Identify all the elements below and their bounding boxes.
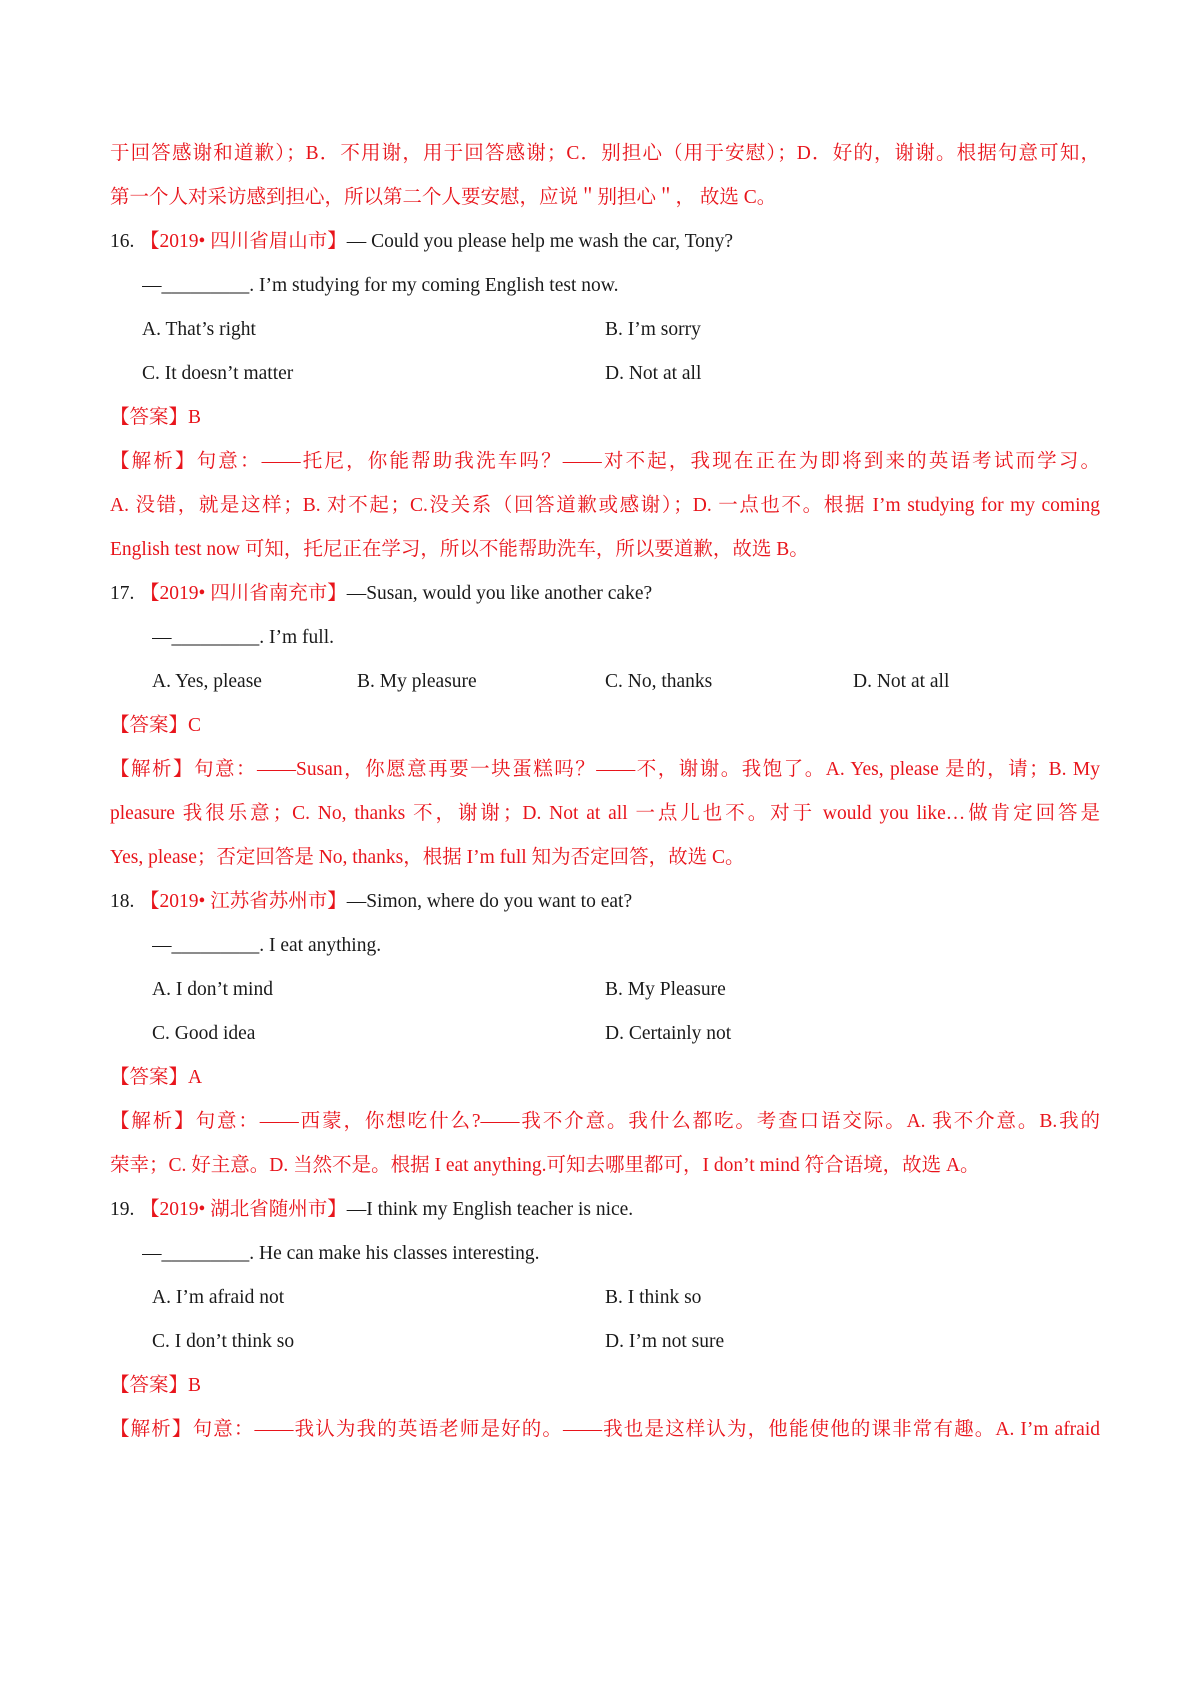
question-17-analysis-line-1: 【解析】句意：——Susan，你愿意再要一块蛋糕吗？——不，谢谢。我饱了。A. Yes, please 是的，请；B. My bbox=[110, 759, 1100, 780]
question-19-option-a: A. I’m afraid not bbox=[152, 1287, 285, 1308]
question-16-option-a: A. That’s right bbox=[142, 319, 256, 340]
analysis-continuation-line-2: 第一个人对采访感到担心，所以第二个人要安慰，应说＂别担心＂， 故选 C。 bbox=[110, 187, 777, 208]
question-number: 17. bbox=[110, 583, 135, 604]
analysis-continuation-line-1: 于回答感谢和道歉）；B．不用谢，用于回答感谢；C．别担心（用于安慰）；D．好的，谢谢。根据句意可知， bbox=[110, 143, 1100, 164]
question-18-analysis-line-2: 荣幸；C. 好主意。D. 当然不是。根据 I eat anything.可知去哪里都可，I don’t mind 符合语境，故选 A。 bbox=[110, 1155, 980, 1176]
question-18-analysis-line-1: 【解析】句意：——西蒙，你想吃什么?——我不介意。我什么都吃。考查口语交际。A. 我不介意。B.我的 bbox=[110, 1111, 1100, 1132]
question-16-reply: —_________. I’m studying for my coming English test now. bbox=[142, 275, 619, 296]
question-17-option-d: D. Not at all bbox=[853, 671, 950, 692]
question-16-option-c: C. It doesn’t matter bbox=[142, 363, 294, 384]
question-text: —Simon, where do you want to eat? bbox=[346, 891, 633, 912]
question-number: 16. bbox=[110, 231, 135, 252]
question-18-answer: 【答案】A bbox=[110, 1067, 203, 1088]
question-number: 18. bbox=[110, 891, 135, 912]
question-19-option-b: B. I think so bbox=[605, 1287, 702, 1308]
question-17-option-a: A. Yes, please bbox=[152, 671, 262, 692]
question-18-option-b: B. My Pleasure bbox=[605, 979, 726, 1000]
question-16-option-b: B. I’m sorry bbox=[605, 319, 701, 340]
question-text: — Could you please help me wash the car, Tony? bbox=[346, 231, 734, 252]
question-19-reply: —_________. He can make his classes interesting. bbox=[142, 1243, 540, 1264]
question-source: 【2019• 江苏省苏州市】 bbox=[140, 891, 347, 912]
question-17-answer: 【答案】C bbox=[110, 715, 202, 736]
question-17-reply: —_________. I’m full. bbox=[152, 627, 334, 648]
question-source: 【2019• 四川省眉山市】 bbox=[140, 231, 347, 252]
question-18-option-a: A. I don’t mind bbox=[152, 979, 273, 1000]
question-16-analysis-line-3: English test now 可知，托尼正在学习，所以不能帮助洗车，所以要道歉，故选 B。 bbox=[110, 539, 809, 560]
question-source: 【2019• 湖北省随州市】 bbox=[140, 1199, 347, 1220]
question-16-answer: 【答案】B bbox=[110, 407, 202, 428]
question-17-option-c: C. No, thanks bbox=[605, 671, 713, 692]
question-text: —I think my English teacher is nice. bbox=[346, 1199, 634, 1220]
question-19-stem bbox=[110, 1196, 1100, 1224]
question-17-stem bbox=[110, 580, 1100, 608]
question-18-stem bbox=[110, 888, 1100, 916]
question-19-analysis-line-1: 【解析】句意：——我认为我的英语老师是好的。——我也是这样认为，他能使他的课非常有趣。A. I’m afraid bbox=[110, 1419, 1100, 1440]
question-text: —Susan, would you like another cake? bbox=[346, 583, 653, 604]
question-16-stem bbox=[110, 228, 1100, 256]
question-16-option-d: D. Not at all bbox=[605, 363, 702, 384]
question-18-reply: —_________. I eat anything. bbox=[152, 935, 382, 956]
question-19-answer: 【答案】B bbox=[110, 1375, 202, 1396]
question-18-option-d: D. Certainly not bbox=[605, 1023, 732, 1044]
question-19-option-d: D. I’m not sure bbox=[605, 1331, 725, 1352]
question-17-analysis-line-3: Yes, please；否定回答是 No, thanks，根据 I’m full 知为否定回答，故选 C。 bbox=[110, 847, 745, 868]
question-16-analysis-line-1: 【解析】句意：——托尼，你能帮助我洗车吗？——对不起，我现在正在为即将到来的英语考试而学习。 bbox=[110, 451, 1100, 472]
question-19-option-c: C. I don’t think so bbox=[152, 1331, 295, 1352]
question-17-option-b: B. My pleasure bbox=[357, 671, 477, 692]
question-17-analysis-line-2: pleasure 我很乐意；C. No, thanks 不，谢谢；D. Not at all 一点儿也不。对于 would you like…做肯定回答是 bbox=[110, 803, 1100, 824]
question-source: 【2019• 四川省南充市】 bbox=[140, 583, 347, 604]
question-18-option-c: C. Good idea bbox=[152, 1023, 256, 1044]
question-16-analysis-line-2: A. 没错，就是这样；B. 对不起；C.没关系（回答道歉或感谢）；D. 一点也不。根据 I’m studying for my coming bbox=[110, 495, 1100, 516]
question-number: 19. bbox=[110, 1199, 135, 1220]
